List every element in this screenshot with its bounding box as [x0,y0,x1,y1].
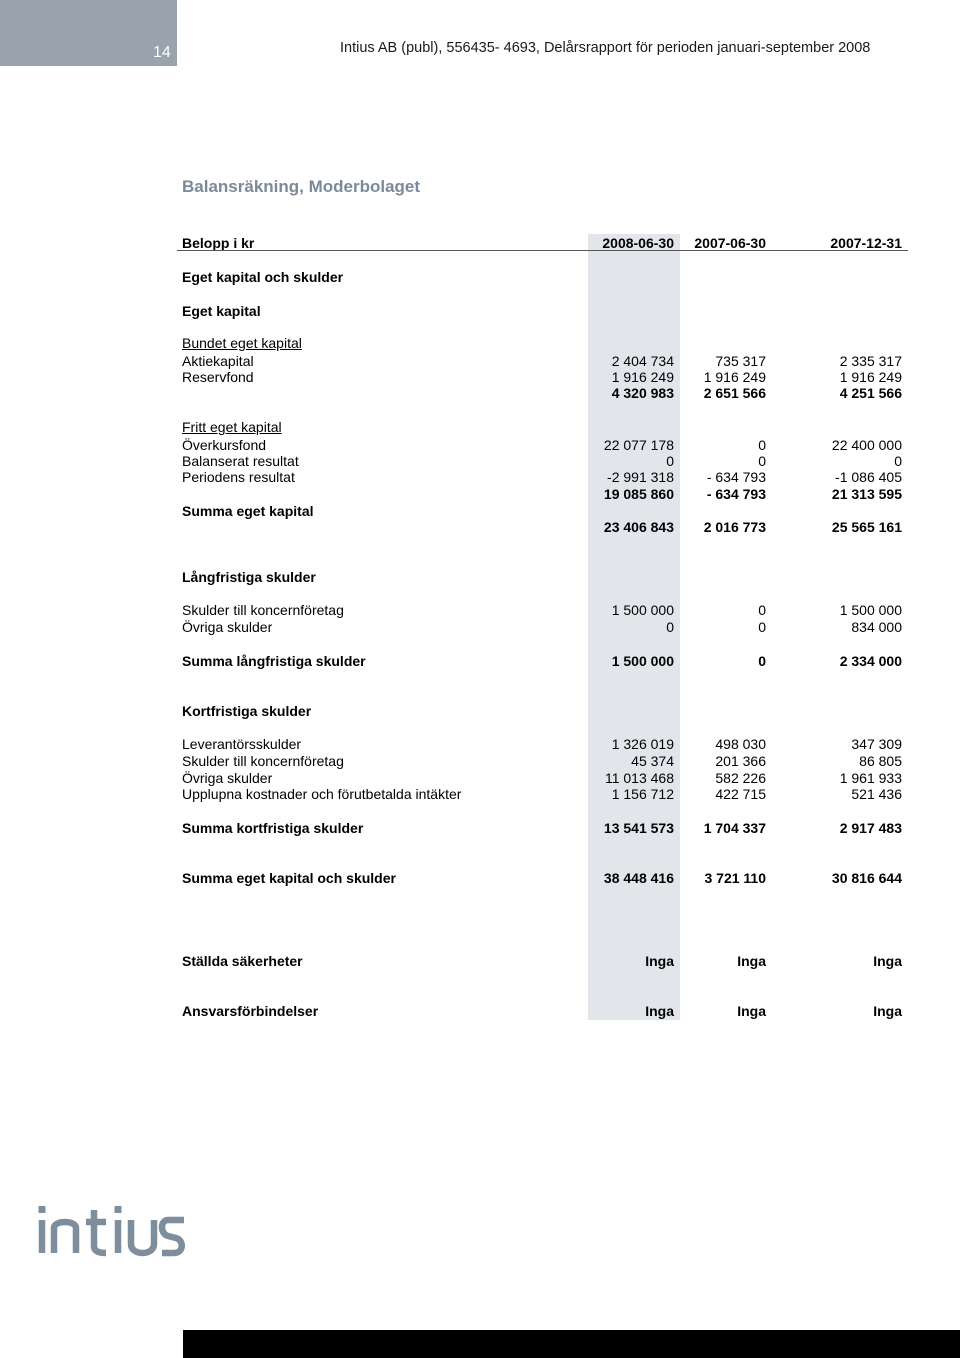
row-label: Balanserat resultat [182,453,299,469]
row-label: Övriga skulder [182,619,273,635]
row-label: Leverantörsskulder [182,736,302,752]
cell-2007-06-30: 201 366 [715,753,766,769]
table-row [182,353,902,370]
table-row [182,437,902,454]
row-label: Eget kapital [182,303,261,319]
table-row [182,469,902,486]
cell-2007-12-31: 86 805 [859,753,902,769]
cell-2007-06-30: 0 [758,653,766,669]
cell-2007-12-31: 1 916 249 [839,369,902,385]
cell-2008-06-30: -2 991 318 [607,469,674,485]
cell-2008-06-30: 13 541 573 [603,820,674,836]
header-col-1: 2008-06-30 [602,235,674,251]
total-row [182,820,902,837]
cell-2007-06-30: - 634 793 [706,486,766,502]
cell-2007-12-31: 1 961 933 [839,770,902,786]
table-row [182,619,902,636]
table-row [182,453,902,470]
cell-2008-06-30: Inga [645,953,674,969]
row-label: Summa långfristiga skulder [182,653,366,669]
cell-2007-06-30: 0 [758,602,766,618]
cell-2007-12-31: 4 251 566 [839,385,902,401]
cell-2007-06-30: 3 721 110 [704,870,766,886]
cell-2007-06-30: 1 916 249 [703,369,766,385]
cell-2007-12-31: 834 000 [851,619,902,635]
cell-2007-12-31: -1 086 405 [835,469,902,485]
cell-2008-06-30: 38 448 416 [603,870,674,886]
cell-2008-06-30: 2 404 734 [611,353,674,369]
cell-2007-06-30: 0 [758,453,766,469]
row-label: Långfristiga skulder [182,569,316,585]
cell-2007-12-31: 2 335 317 [839,353,902,369]
cell-2008-06-30: 1 916 249 [611,369,674,385]
row-label: Summa kortfristiga skulder [182,820,364,836]
cell-2007-06-30: Inga [737,953,766,969]
cell-2007-06-30: 422 715 [715,786,766,802]
table-row [182,753,902,770]
cell-2007-06-30: 1 704 337 [703,820,766,836]
cell-2008-06-30: 0 [666,619,674,635]
cell-2007-12-31: Inga [873,953,902,969]
cell-2007-06-30: 0 [758,619,766,635]
page-tab [0,0,177,66]
table-row [182,269,902,286]
row-label: Skulder till koncernföretag [182,602,344,618]
cell-2007-06-30: 2 016 773 [703,519,766,535]
cell-2007-12-31: 0 [894,453,902,469]
cell-2007-12-31: 1 500 000 [839,602,902,618]
cell-2008-06-30: 1 500 000 [611,602,674,618]
cell-2007-12-31: 21 313 595 [831,486,902,502]
header-rule [177,250,908,251]
row-label: Ställda säkerheter [182,953,303,969]
cell-2007-06-30: Inga [737,1003,766,1019]
cell-2008-06-30: 1 500 000 [611,653,674,669]
cell-2008-06-30: 45 374 [631,753,674,769]
section-heading [182,569,902,586]
contingent-liabilities-row [182,1003,902,1020]
cell-2008-06-30: 22 077 178 [603,437,674,453]
table-row [182,770,902,787]
header-label: Belopp i kr [182,235,255,251]
cell-2008-06-30: 19 085 860 [603,486,674,502]
table-row [182,602,902,619]
cell-2008-06-30: 4 320 983 [611,385,674,401]
subtotal-row [182,486,902,503]
grand-total-row [182,870,902,887]
pledged-assets-row [182,953,902,970]
row-label: Summa eget kapital och skulder [182,870,396,886]
cell-2007-06-30: 0 [758,437,766,453]
cell-2007-06-30: 2 651 566 [703,385,766,401]
cell-2008-06-30: 11 013 468 [604,770,674,786]
cell-2008-06-30: 1 156 712 [611,786,674,802]
row-label: Reservfond [182,369,254,385]
row-label: Bundet eget kapital [182,335,302,351]
report-title: Balansräkning, Moderbolaget [182,177,421,196]
cell-2007-12-31: 22 400 000 [831,437,902,453]
intius-logo [36,1198,190,1260]
row-label: Summa eget kapital [182,503,314,519]
cell-2008-06-30: 0 [666,453,674,469]
cell-2007-12-31: 2 334 000 [839,653,902,669]
row-label: Fritt eget kapital [182,419,282,435]
total-row [182,653,902,670]
table-row [182,303,902,320]
row-label: Upplupna kostnader och förutbetalda intäkter [182,786,462,802]
table-row [182,503,902,520]
row-label: Eget kapital och skulder [182,269,344,285]
cell-2007-06-30: 498 030 [715,736,766,752]
cell-2007-06-30: 582 226 [715,770,766,786]
cell-2007-12-31: 30 816 644 [831,870,902,886]
row-label: Ansvarsförbindelser [182,1003,319,1019]
row-label: Aktiekapital [182,353,254,369]
row-label: Övriga skulder [182,770,273,786]
table-row [182,419,902,436]
page-number: 14 [153,44,171,61]
total-row [182,519,902,536]
row-label: Periodens resultat [182,469,295,485]
cell-2008-06-30: 23 406 843 [603,519,674,535]
subtotal-row [182,385,902,402]
cell-2007-06-30: 735 317 [715,353,766,369]
header-col-3: 2007-12-31 [830,235,902,251]
row-label: Skulder till koncernföretag [182,753,344,769]
table-row [182,786,902,803]
cell-2007-12-31: 2 917 483 [839,820,902,836]
header-col-2: 2007-06-30 [694,235,766,251]
section-heading [182,703,902,720]
table-row [182,736,902,753]
table-row [182,335,902,352]
cell-2008-06-30: Inga [645,1003,674,1019]
row-label: Överkursfond [182,437,267,453]
cell-2007-12-31: Inga [873,1003,902,1019]
cell-2007-06-30: - 634 793 [706,469,766,485]
footer-bar [183,1330,960,1358]
row-label: Kortfristiga skulder [182,703,312,719]
cell-2007-12-31: 25 565 161 [831,519,902,535]
cell-2007-12-31: 347 309 [851,736,902,752]
cell-2008-06-30: 1 326 019 [611,736,674,752]
table-row [182,369,902,386]
cell-2007-12-31: 521 436 [851,786,902,802]
running-head: Intius AB (publ), 556435- 4693, Delårsrapport för perioden januari-september 2008 [340,40,871,56]
